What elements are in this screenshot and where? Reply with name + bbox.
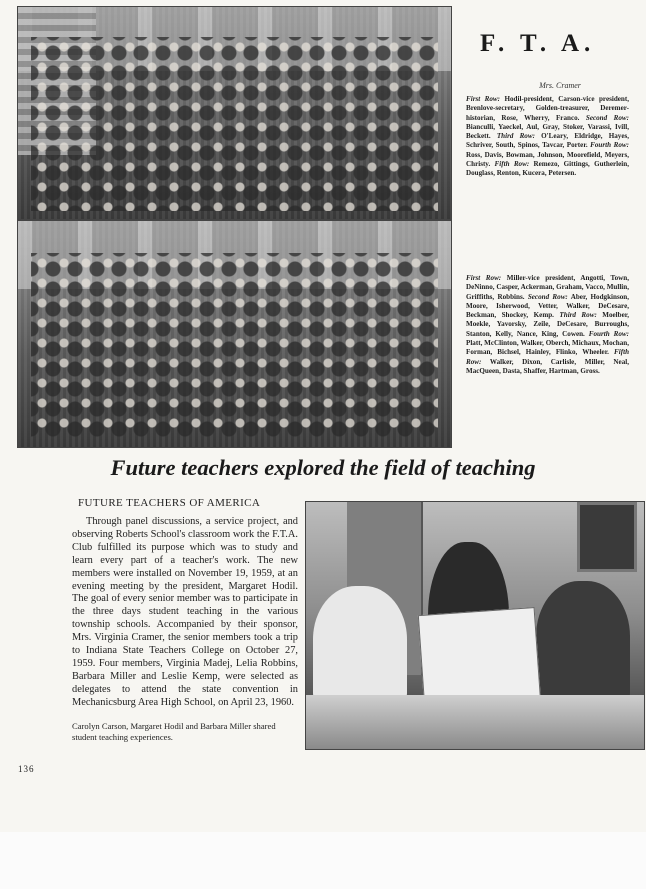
row-first: First Row: Hodil-president, Carson-vice president, Brenlove-secretary, Golden-treasurer, Deremer-historian, Rose, Wherry, Franco. xyxy=(466,95,629,122)
group-photo-middle xyxy=(17,220,452,448)
page-bottom-margin xyxy=(0,832,646,889)
group-photo-top xyxy=(17,6,452,220)
photo-wall-frame xyxy=(577,502,637,572)
row-fifth: Fifth Row: Walker, Dixon, Carlisle, Miller, Neal, MacQueen, Dasta, Shaffer, Hartman, Gross. xyxy=(466,348,630,375)
sponsor-name: Mrs. Cramer xyxy=(539,81,581,90)
page-number: 136 xyxy=(18,764,35,774)
row-second: Second Row: Bianculli, Yaeckel, Aul, Gray, Stoker, Varassi, Ivill, Beckett. xyxy=(466,113,629,141)
row-fourth: Fourth Row: Platt, McClinton, Walker, Oberch, Michaux, Mochan, Forman, Bichsel, Hainley, Flinko, Wheeler. xyxy=(466,329,629,357)
row-fourth: Fourth Row: Ross, Davis, Bowman, Johnson, Moorefield, Meyers, Christy. xyxy=(466,141,629,169)
row-third: Third Row: Moelber, Moekle, Yavorsky, Zeile, DeCesare, Burroughs, Stanton, Kelly, Nance, King, Cowen. xyxy=(466,311,629,338)
club-title: F. T. A. xyxy=(480,30,596,57)
photo-student-left xyxy=(313,586,408,705)
article-body: Through panel discussions, a service project, and observing Roberts School's classroom work the F.T.A. Club fulfilled its purpose which was to study and learn every part of a teacher's work. The new members were installed on November 19, 1959, at an evening meeting by the president, Margaret Hodil. The goal of every senior member was to participate in the three days student teaching in the various township schools. Accompanied by their sponsor, Mrs. Virginia Cramer, the senior members took a trip to Indiana State Teachers College on October 27, 1959. Four members, Virginia Madej, Lelia Robbins, Barbara Miller and Leslie Kemp, were selected as delegates to attend the state convention in Mechanicsburg Area High School, on April 23, 1960. xyxy=(72,516,298,708)
photo-table xyxy=(306,695,644,749)
row-second: Second Row: Aber, Hodgkinson, Moore, Isherwood, Vetter, Walker, DeCesare, Beckman, Shockey, Kemp. xyxy=(466,292,629,320)
row-fifth: Fifth Row: Remezo, Gittings, Gutherlein, Douglass, Renton, Kucera, Petersen. xyxy=(466,160,629,178)
photo-caption: Carolyn Carson, Margaret Hodil and Barbara Miller shared student teaching experiences. xyxy=(72,721,276,742)
row-first: First Row: Miller-vice president, Angotti, Town, DeNinno, Casper, Ackerman, Graham, Vacco, Mullin, Griffiths, Robbins. xyxy=(466,274,629,301)
photo-student-right xyxy=(536,581,631,705)
photo-group-members xyxy=(31,37,438,211)
page-headline: Future teachers explored the field of teaching xyxy=(110,455,536,480)
photo-group-members xyxy=(31,253,438,438)
candid-photo-students xyxy=(305,501,645,750)
row-third: Third Row: O'Leary, Eldridge, Hayes, Schriver, South, Spinos, Tavcar, Porter. xyxy=(466,132,630,150)
roster-middle-photo xyxy=(466,274,629,376)
article-title: FUTURE TEACHERS OF AMERICA xyxy=(78,497,261,509)
roster-top-photo xyxy=(466,95,629,179)
